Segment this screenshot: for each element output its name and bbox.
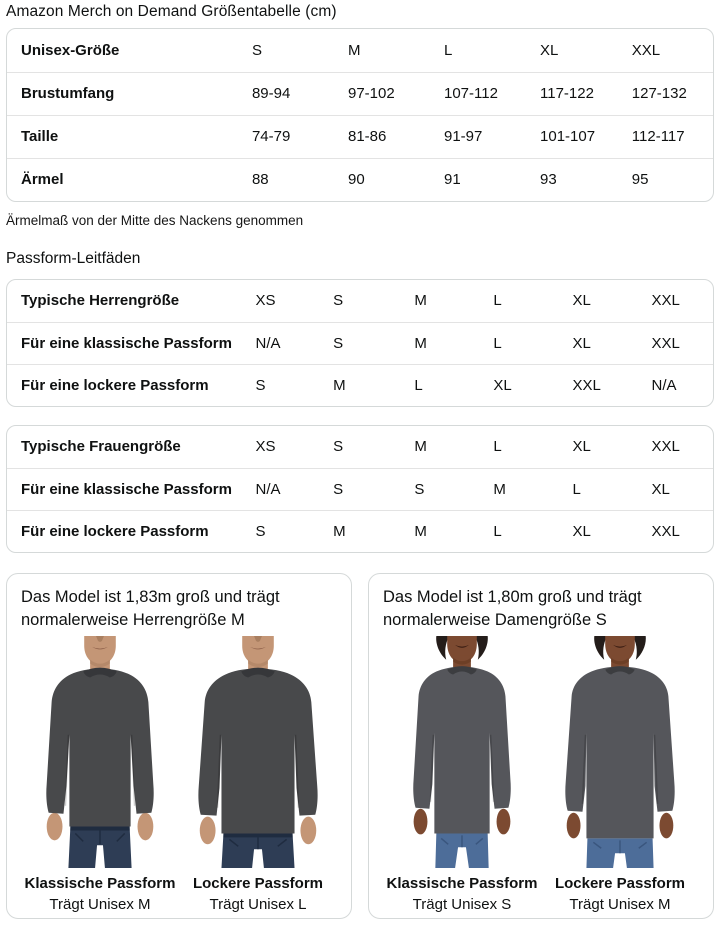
table-cell: XL [652,468,713,510]
table-cell: S [256,364,334,406]
table-cell: M [333,510,414,552]
table-cell: M [414,438,427,456]
table-cell: 90 [348,158,444,201]
row-label: Für eine lockere Passform [7,364,256,406]
table-cell: XXL [651,438,680,456]
table-cell: 74-79 [252,115,348,158]
row-label: Brustumfang [7,72,252,115]
table-cell: 88 [252,158,348,201]
table-cell: 91 [444,158,540,201]
fit-size-label: Trägt Unisex L [209,895,307,913]
male-model-loose-fit-photo [183,636,333,868]
table-cell: L [493,438,502,456]
table-cell: XXL [631,41,661,59]
table-row [7,280,713,322]
table-cell: XL [572,322,651,364]
sleeve-measurement-note: Ärmelmaß von der Mitte des Nackens genommen [6,213,304,228]
table-cell: 91-97 [444,115,540,158]
fit-size-label: Trägt Unisex M [49,895,151,913]
table-cell: N/A [256,468,334,510]
table-cell: XXL [572,364,651,406]
table-cell: 127-132 [632,72,713,115]
female-model-classic-fit-photo [387,636,537,868]
table-cell: L [572,468,651,510]
mens-fit-guide-table [6,279,714,407]
model-figure-loose-fit [541,636,699,913]
table-cell: 93 [540,158,632,201]
table-cell: 112-117 [632,115,713,158]
table-cell: N/A [652,364,713,406]
table-row [7,468,713,510]
row-label: Unisex-Größe [21,41,120,59]
table-cell: S [333,468,414,510]
row-label: Taille [7,115,252,158]
table-cell: L [493,510,572,552]
size-measurements-table [6,28,714,202]
table-cell: L [414,364,493,406]
table-cell: 97-102 [348,72,444,115]
row-label: Für eine lockere Passform [7,510,256,552]
table-cell: XS [255,438,276,456]
table-cell: XL [572,438,591,456]
table-row [7,158,713,201]
model-figure-classic-fit [383,636,541,913]
table-cell: S [333,438,344,456]
page-title: Amazon Merch on Demand Größentabelle (cm) [6,3,337,20]
model-figures [383,636,699,913]
table-cell: 101-107 [540,115,632,158]
fit-label: Lockere Passform [192,874,324,892]
table-cell: S [256,510,334,552]
model-figure-classic-fit [21,636,179,913]
table-cell: XXL [652,322,713,364]
model-description: Das Model ist 1,80m groß und trägt normalerweise Damengröße S [383,588,642,629]
female-model-loose-fit-photo [545,636,695,868]
fit-label: Klassische Passform [24,874,176,892]
table-cell: N/A [256,322,334,364]
table-cell: L [493,292,502,310]
table-cell: S [414,468,493,510]
table-cell: 117-122 [540,72,632,115]
table-cell: S [251,41,262,59]
table-row [7,364,713,406]
table-cell: XL [540,41,559,59]
fit-size-label: Trägt Unisex S [412,895,512,913]
fit-label: Klassische Passform [386,874,538,892]
fit-size-label: Trägt Unisex M [569,895,671,913]
table-cell: XXL [652,510,713,552]
table-cell: M [414,322,493,364]
womens-fit-guide-table [6,425,714,553]
table-cell: M [347,41,361,59]
table-cell: XL [572,510,651,552]
model-card-men [6,573,352,919]
table-row [7,510,713,552]
table-cell: M [414,510,493,552]
row-label: Typische Frauengröße [21,438,181,456]
table-cell: 107-112 [444,72,540,115]
table-cell: L [493,322,572,364]
table-cell: 89-94 [252,72,348,115]
model-cards [6,573,714,919]
fit-guides-heading: Passform-Leitfäden [6,250,141,267]
male-model-classic-fit-photo [25,636,175,868]
table-cell: XL [572,292,591,310]
row-label: Für eine klassische Passform [7,322,256,364]
table-row [7,322,713,364]
model-figures [21,636,337,913]
table-cell: 95 [632,158,713,201]
table-row [7,115,713,158]
table-cell: M [414,292,427,310]
table-cell: M [493,468,572,510]
table-row [7,426,713,468]
table-cell: 81-86 [348,115,444,158]
row-label: Ärmel [7,158,252,201]
model-figure-loose-fit [179,636,337,913]
table-cell: M [333,364,414,406]
fit-label: Lockere Passform [554,874,686,892]
model-description: Das Model ist 1,83m groß und trägt normalerweise Herrengröße M [21,588,280,629]
table-row [7,29,713,72]
model-card-women [368,573,714,919]
row-label: Für eine klassische Passform [7,468,256,510]
table-cell: XS [255,292,276,310]
table-row [7,72,713,115]
table-cell: S [333,292,344,310]
table-cell: XL [493,364,572,406]
table-cell: L [444,41,453,59]
row-label: Typische Herrengröße [21,292,180,310]
table-cell: XXL [651,292,680,310]
table-cell: S [333,322,414,364]
